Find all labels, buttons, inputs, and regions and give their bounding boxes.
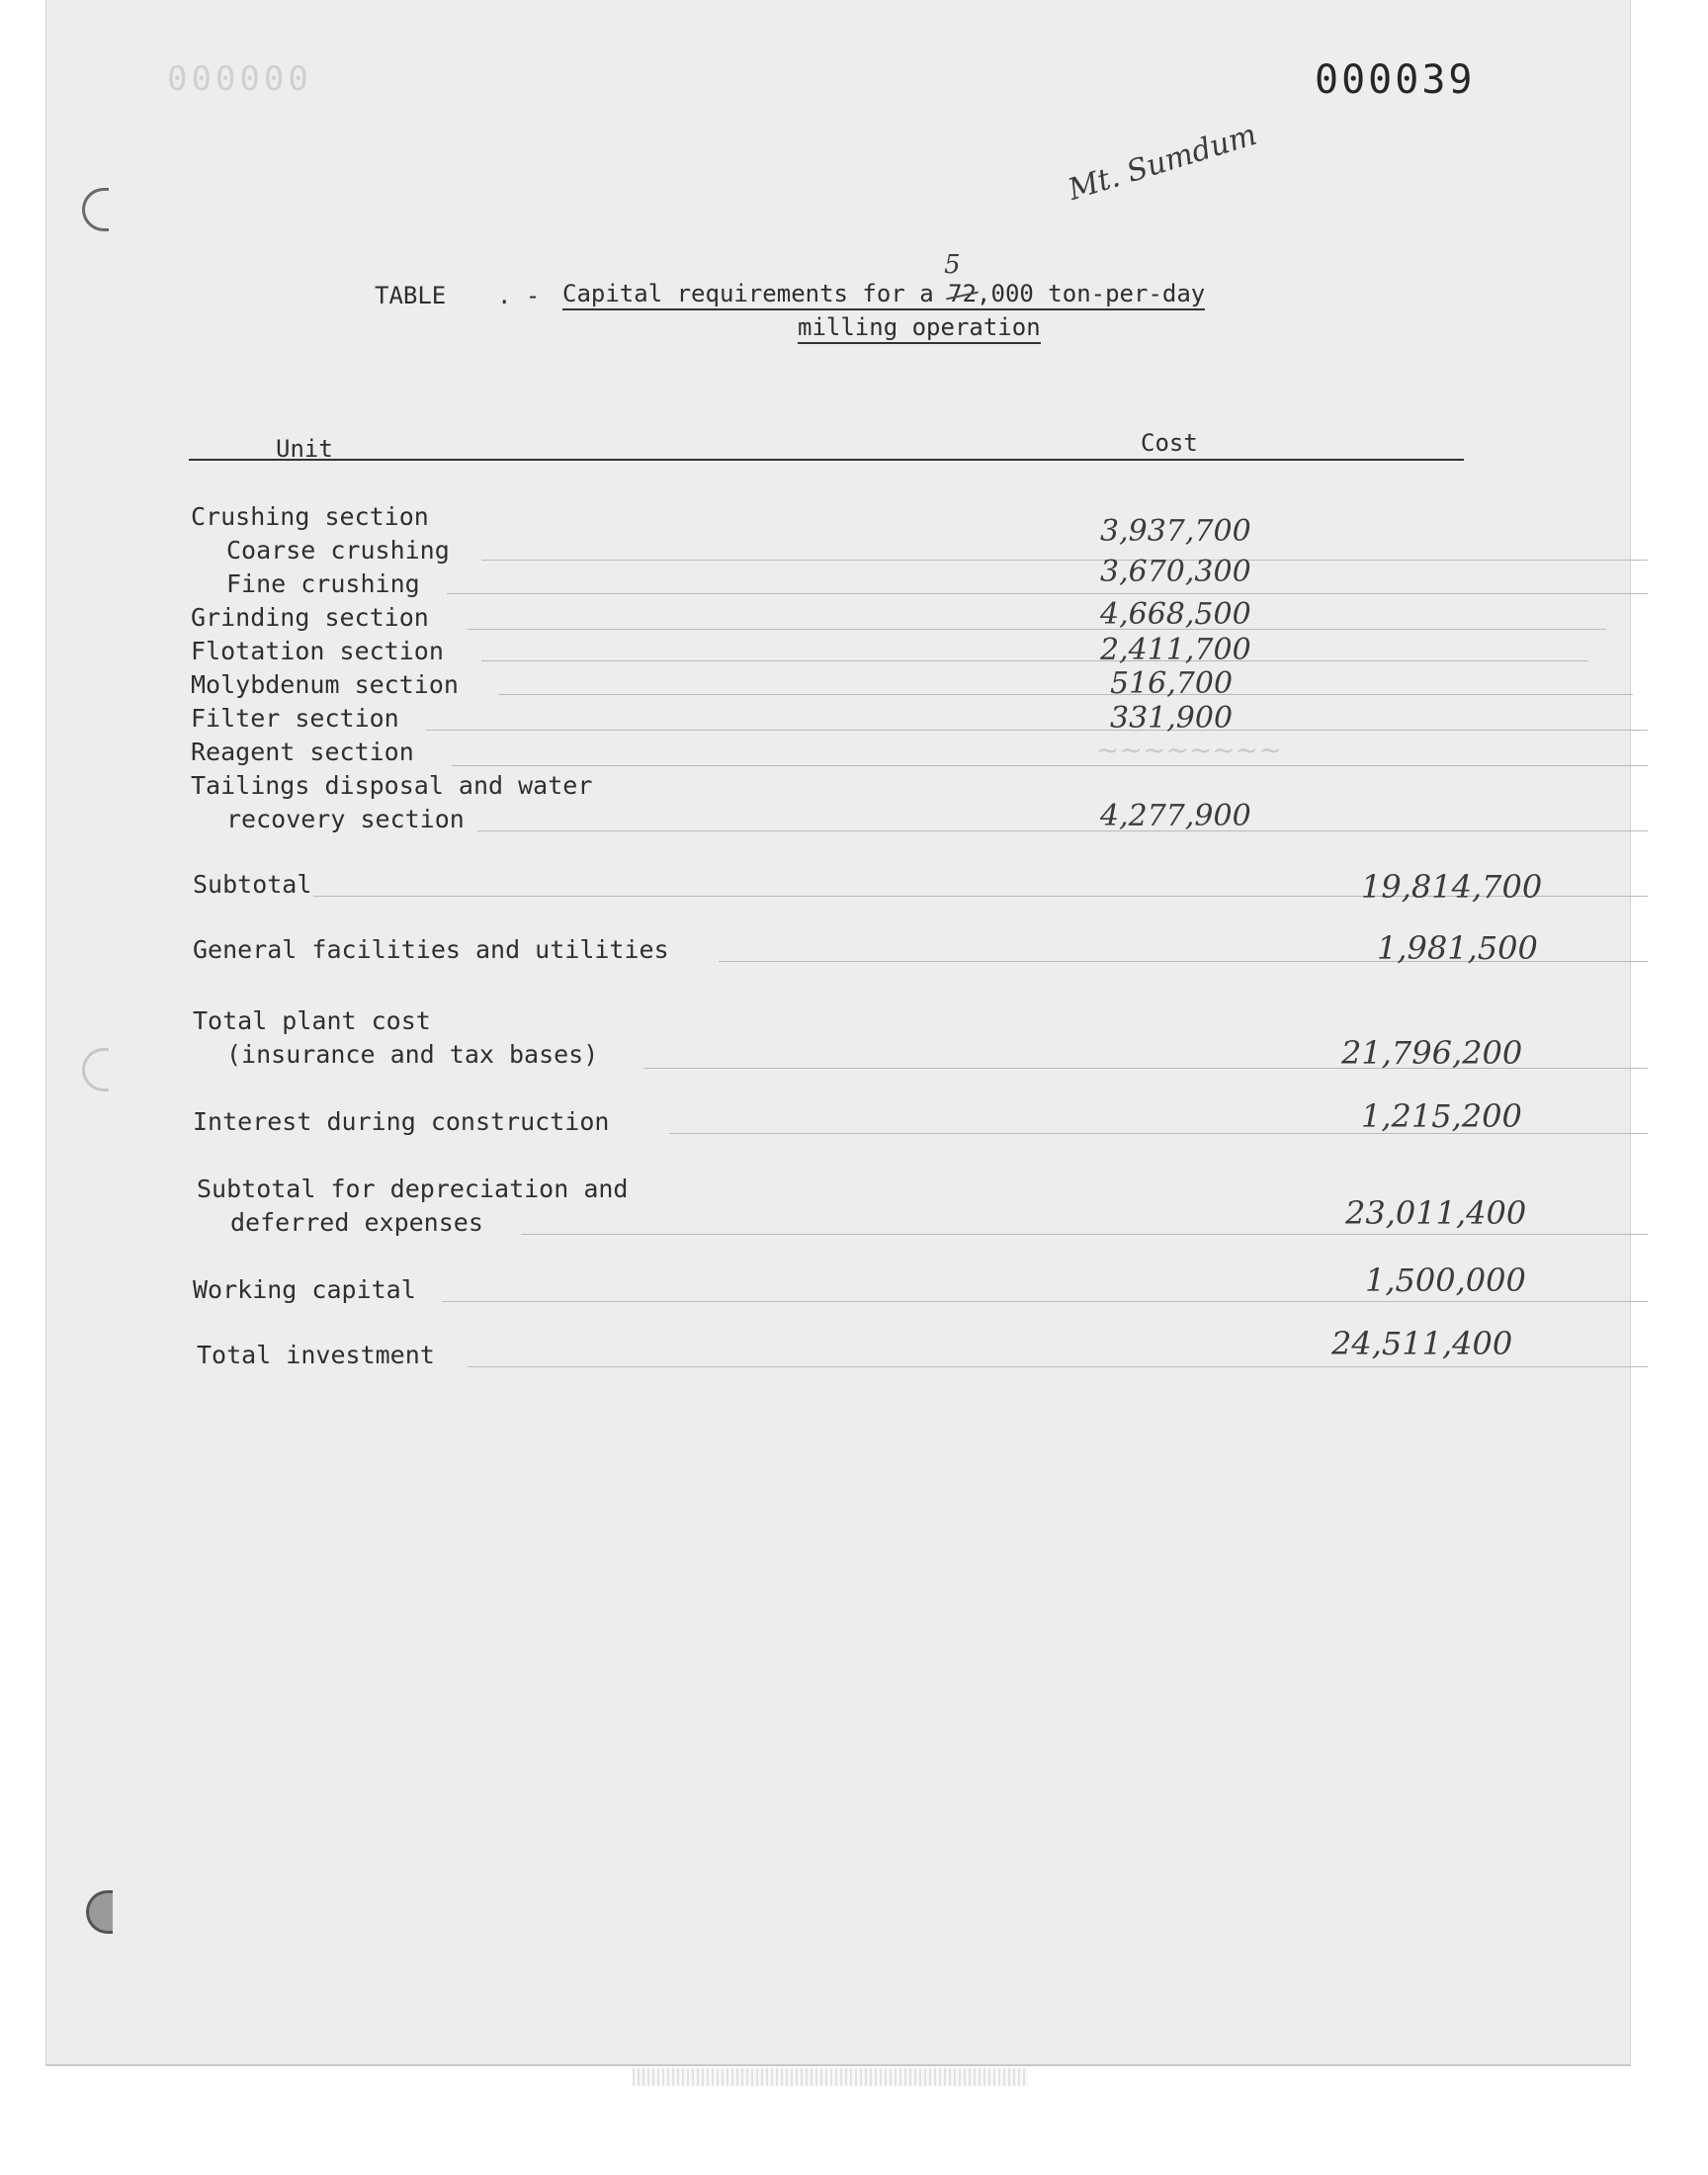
handwritten-correction-digit: 5 [944, 250, 961, 280]
title-text-after: ,000 ton-per-day [977, 280, 1206, 307]
cost-value: 4,277,900 [1100, 799, 1251, 833]
column-header-unit: Unit [276, 435, 333, 463]
summary-row-label: deferred expenses [230, 1208, 483, 1237]
punch-hole-bottom [86, 1890, 113, 1934]
summary-row-label: Subtotal for depreciation and [197, 1174, 629, 1203]
punch-hole-middle [82, 1048, 109, 1091]
table-title-line-2: milling operation [798, 313, 1041, 344]
summary-row-label: Interest during construction [193, 1107, 610, 1136]
table-title-line-1 [562, 250, 1206, 310]
handwritten-margin-note: Mt. Sumdum [1064, 117, 1261, 208]
summary-row-label: (insurance and tax bases) [226, 1040, 599, 1069]
row-label: Fine crushing [226, 569, 420, 598]
summary-row-label: Subtotal [193, 870, 312, 899]
summary-row-label: General facilities and utilities [193, 935, 669, 964]
total-value: 24,511,400 [1331, 1325, 1513, 1362]
cost-value: 331,900 [1110, 701, 1234, 736]
table-label: TABLE [375, 282, 447, 309]
total-value: 21,796,200 [1341, 1034, 1523, 1072]
scanner-edge-artifact [633, 2068, 1028, 2086]
row-label: Grinding section [191, 603, 429, 632]
title-separator: . - [497, 282, 541, 309]
row-label: Flotation section [191, 637, 444, 665]
title-text-before: Capital requirements for a [562, 280, 949, 307]
row-rule [481, 660, 1588, 661]
row-label: Filter section [191, 704, 399, 733]
row-rule [481, 560, 1648, 561]
row-rule [521, 1234, 1648, 1235]
row-rule [477, 830, 1648, 831]
row-label: Tailings disposal and water [191, 771, 593, 800]
total-value: 23,011,400 [1345, 1194, 1527, 1232]
page-number: 000039 [1315, 57, 1476, 103]
cost-value: 2,411,700 [1100, 633, 1251, 667]
cost-value: 4,668,500 [1100, 597, 1251, 632]
total-value: 1,500,000 [1365, 1262, 1526, 1299]
cost-value: 3,670,300 [1100, 555, 1251, 589]
row-rule [452, 765, 1648, 766]
faded-bleed-through-number: 000000 [163, 59, 308, 99]
cost-value: 516,700 [1110, 666, 1234, 701]
header-rule [189, 459, 1464, 461]
column-header-cost: Cost [1141, 429, 1198, 457]
row-label: Molybdenum section [191, 670, 459, 699]
summary-row-label: Total investment [197, 1341, 435, 1369]
struck-out-digits [944, 250, 978, 307]
row-rule [498, 694, 1633, 695]
total-value: 1,981,500 [1377, 929, 1538, 967]
row-rule [426, 730, 1648, 731]
row-label: Reagent section [191, 738, 414, 766]
document-page [45, 0, 1631, 2066]
punch-hole-top [82, 188, 109, 231]
erased-pencil-smudge: ~~~~~~~~ [1096, 734, 1282, 766]
row-label: Crushing section [191, 502, 429, 531]
summary-row-label: Working capital [193, 1275, 416, 1304]
cost-value: 3,937,700 [1100, 514, 1251, 549]
struck-digits-text: 72 [948, 280, 978, 307]
total-value: 1,215,200 [1361, 1097, 1522, 1135]
summary-row-label: Total plant cost [193, 1006, 431, 1035]
row-rule [442, 1301, 1648, 1302]
row-rule [468, 629, 1606, 630]
row-label: Coarse crushing [226, 536, 450, 565]
row-rule [468, 1366, 1648, 1367]
row-rule [447, 593, 1648, 594]
total-value: 19,814,700 [1361, 868, 1543, 906]
row-label: recovery section [226, 805, 465, 833]
